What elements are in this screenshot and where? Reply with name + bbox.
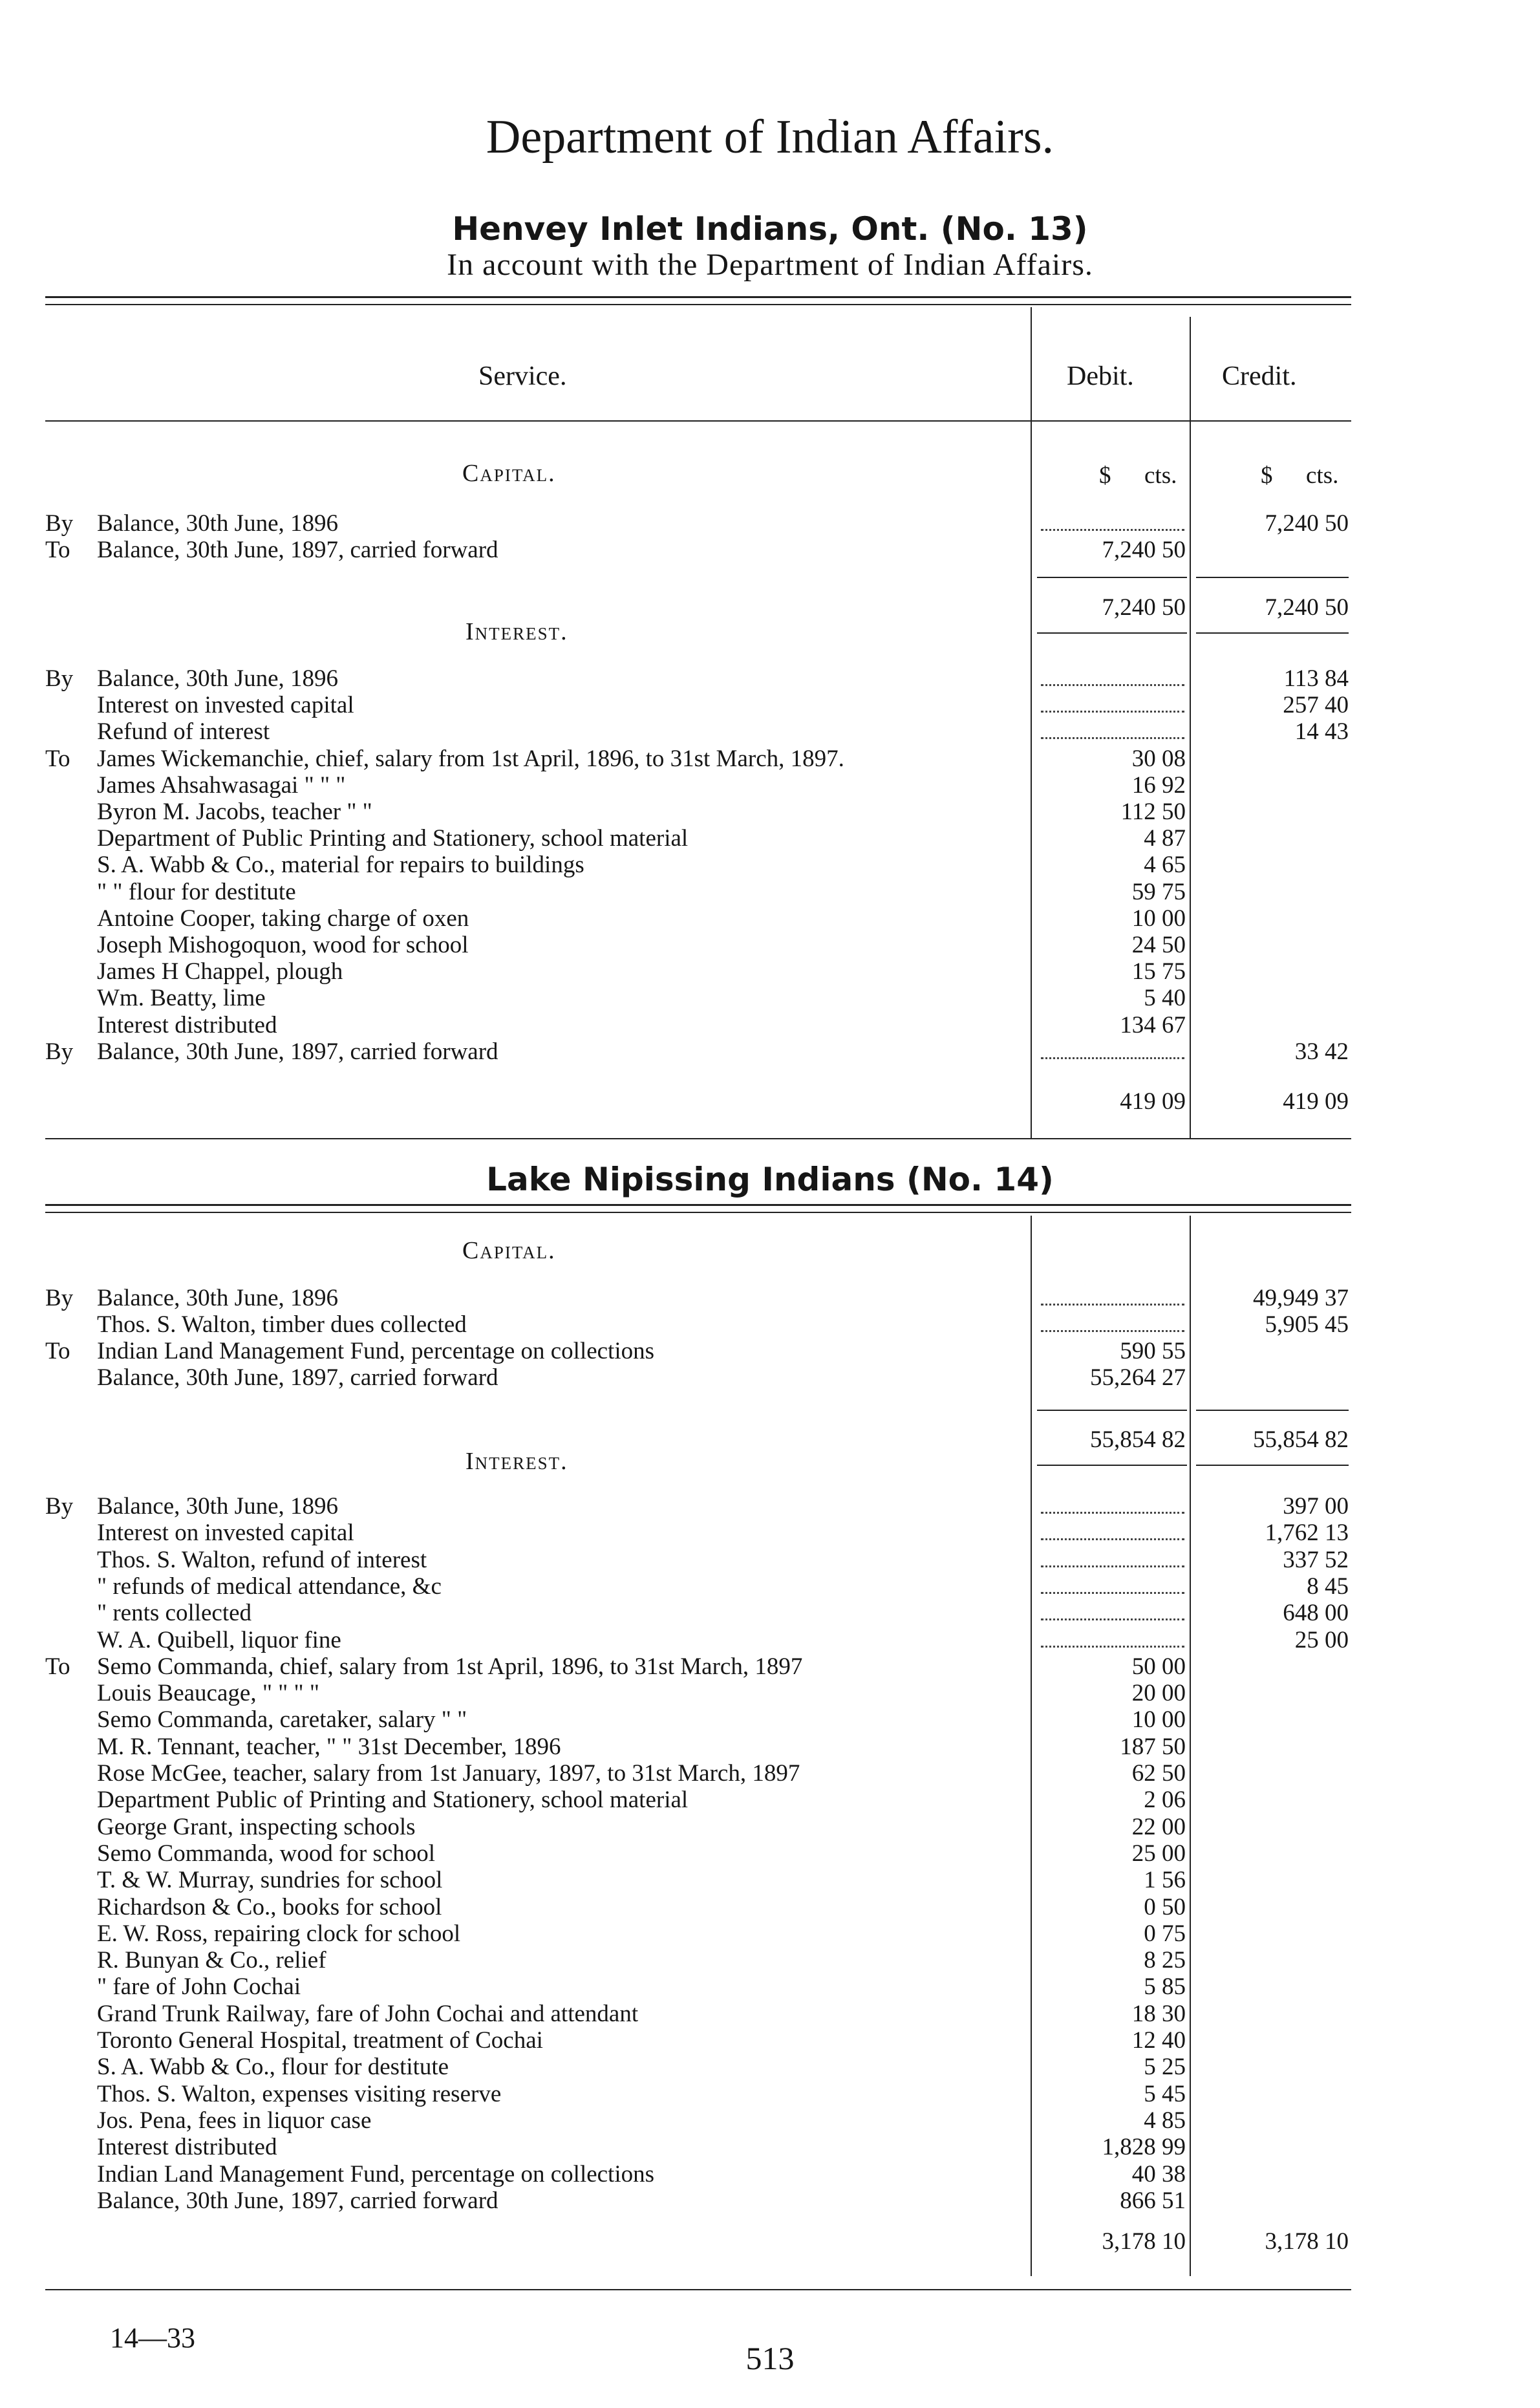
- debit-amount: [1041, 1547, 1184, 1567]
- ledger-row: [0, 2001, 1540, 2027]
- entry-description-text: Balance, 30th June, 1896: [97, 1285, 342, 1311]
- debit-amount: 0 50: [1144, 1893, 1186, 1920]
- section-heading-interest: Interest.: [465, 618, 568, 645]
- credit-amount: 1,762 13: [1265, 1520, 1349, 1547]
- section-heading-capital: Capital.: [462, 460, 556, 487]
- ledger-row: [0, 1867, 1540, 1893]
- entry-description-text: M. R. Tennant, teacher, " " 31st December, 1896: [97, 1734, 565, 1760]
- total-credit: 7,240 50: [1265, 594, 1349, 621]
- ledger-row: [0, 959, 1540, 985]
- ledger-row: [0, 932, 1540, 958]
- ledger-row: [0, 1681, 1540, 1706]
- entry-description-text: Toronto General Hospital, treatment of Cochai: [97, 2028, 547, 2054]
- entry-description: [97, 1520, 1015, 1546]
- ledger-row: [0, 1787, 1540, 1813]
- entry-description: [97, 666, 1015, 692]
- account-title-henvey: Henvey Inlet Indians, Ont. (No. 13): [452, 210, 1088, 248]
- ledger-row: [0, 2162, 1540, 2188]
- total-debit: 7,240 50: [1102, 594, 1186, 621]
- dollar-sign: $: [1099, 462, 1111, 489]
- entry-description-text: James Ahsahwasagai " " ": [97, 773, 349, 799]
- ledger-row: [0, 693, 1540, 718]
- account-subtitle: In account with the Department of Indian Affairs.: [447, 248, 1093, 282]
- entry-description: [97, 985, 1015, 1011]
- total-credit: 3,178 10: [1265, 2228, 1349, 2255]
- ledger-row: [0, 1520, 1540, 1546]
- entry-description: [97, 1547, 1015, 1573]
- column-header-credit: Credit.: [1222, 361, 1297, 391]
- top-rule-inner: [45, 304, 1351, 305]
- debit-amount: 8 25: [1144, 1947, 1186, 1974]
- debit-amount: 16 92: [1131, 771, 1186, 799]
- total-rule: [1037, 1465, 1187, 1466]
- entry-description-text: S. A. Wabb & Co., material for repairs to buildings: [97, 852, 588, 878]
- entry-prefix: To: [45, 745, 70, 772]
- entry-description: [97, 1574, 1015, 1600]
- entry-description: [97, 1628, 1015, 1653]
- entry-description: [97, 1814, 1015, 1840]
- entry-description: [97, 2134, 1015, 2160]
- entry-description: [97, 1681, 1015, 1706]
- entry-description-text: Interest on invested capital: [97, 693, 358, 718]
- ledger-row: [0, 906, 1540, 932]
- debit-amount: 1,828 99: [1102, 2134, 1186, 2161]
- debit-amount: 5 85: [1144, 1973, 1186, 2001]
- credit-amount: 7,240 50: [1265, 510, 1349, 537]
- credit-amount: 49,949 37: [1253, 1285, 1349, 1311]
- entry-description: [97, 719, 1015, 745]
- debit-amount: 59 75: [1131, 878, 1186, 905]
- entry-description-text: Antoine Cooper, taking charge of oxen: [97, 906, 473, 932]
- entry-description-text: Indian Land Management Fund, percentage on collections: [97, 2162, 658, 2188]
- subtotal-rule: [1196, 1410, 1349, 1411]
- entry-description-text: Thos. S. Walton, refund of interest: [97, 1547, 431, 1573]
- entry-description-text: Department of Public Printing and Stationery, school material: [97, 826, 692, 852]
- entry-description: [97, 1867, 1015, 1893]
- entry-description-text: Jos. Pena, fees in liquor case: [97, 2108, 375, 2134]
- entry-description: [97, 2162, 1015, 2188]
- entry-description-text: R. Bunyan & Co., relief: [97, 1948, 330, 1973]
- entry-description: [97, 1312, 1015, 1338]
- ledger-row: [0, 1338, 1540, 1364]
- entry-description-text: Balance, 30th June, 1896: [97, 511, 342, 537]
- entry-description: [97, 1948, 1015, 1973]
- entry-prefix: To: [45, 1338, 70, 1364]
- entry-description-text: Balance, 30th June, 1897, carried forward: [97, 1365, 502, 1391]
- debit-amount: [1041, 1312, 1184, 1332]
- entry-description-text: Thos. S. Walton, timber dues collected: [97, 1312, 471, 1338]
- debit-amount: [1041, 1285, 1184, 1306]
- entry-description-text: Byron M. Jacobs, teacher " ": [97, 799, 376, 825]
- ledger-row: [0, 1628, 1540, 1653]
- entry-description: [97, 1365, 1015, 1391]
- ledger-row: [0, 1547, 1540, 1573]
- ledger-row: [0, 879, 1540, 905]
- entry-description-text: T. & W. Murray, sundries for school: [97, 1867, 446, 1893]
- total-rule: [1196, 1465, 1349, 1466]
- entry-description-text: " rents collected: [97, 1600, 255, 1626]
- entry-prefix: To: [45, 1653, 70, 1680]
- ledger-row: [0, 719, 1540, 745]
- entry-description-text: Balance, 30th June, 1896: [97, 666, 342, 692]
- section-rule: [45, 1138, 1351, 1139]
- ledger-row: [0, 2188, 1540, 2214]
- entry-description: [97, 1974, 1015, 2000]
- debit-amount: 20 00: [1131, 1680, 1186, 1707]
- entry-description: [97, 1895, 1015, 1920]
- debit-amount: [1041, 693, 1184, 713]
- credit-amount: 113 84: [1283, 665, 1349, 692]
- debit-amount: 4 65: [1144, 852, 1186, 879]
- entry-description-text: James Wickemanchie, chief, salary from 1st April, 1896, to 31st March, 1897.: [97, 746, 848, 772]
- ledger-row: [0, 826, 1540, 852]
- entry-description-text: Balance, 30th June, 1897, carried forward: [97, 2188, 502, 2214]
- total-rule: [1196, 632, 1349, 634]
- total-credit: 419 09: [1283, 1088, 1349, 1115]
- ledger-row: [0, 1921, 1540, 1947]
- ledger-row: [0, 1761, 1540, 1787]
- debit-amount: 1 56: [1144, 1867, 1186, 1894]
- total-debit: 55,854 82: [1090, 1426, 1186, 1453]
- credit-amount: 14 43: [1294, 718, 1349, 746]
- total-debit: 3,178 10: [1102, 2228, 1186, 2255]
- debit-amount: 30 08: [1131, 745, 1186, 772]
- entry-description: [97, 1039, 1015, 1065]
- ledger-row: [0, 666, 1540, 692]
- entry-description: [97, 693, 1015, 718]
- cents-label: cts.: [1144, 462, 1177, 489]
- section-rule: [45, 1204, 1351, 1206]
- entry-description: [97, 1734, 1015, 1760]
- entry-prefix: To: [45, 537, 70, 563]
- ledger-row: [0, 1734, 1540, 1760]
- entry-description-text: Louis Beaucage, " " " ": [97, 1681, 323, 1706]
- ledger-row: [0, 799, 1540, 825]
- ledger-row: [0, 1285, 1540, 1311]
- debit-amount: 55,264 27: [1090, 1364, 1186, 1391]
- section-rule-inner: [45, 1212, 1351, 1213]
- credit-amount: 397 00: [1283, 1493, 1349, 1520]
- entry-description-text: " fare of John Cochai: [97, 1974, 305, 2000]
- ledger-row: [0, 1039, 1540, 1065]
- debit-amount: [1041, 1039, 1184, 1059]
- entry-description-text: Semo Commanda, wood for school: [97, 1841, 439, 1867]
- entry-description-text: Grand Trunk Railway, fare of John Cochai and attendant: [97, 2001, 642, 2027]
- signature-mark: 14—33: [110, 2322, 195, 2354]
- entry-description-text: Interest distributed: [97, 1013, 281, 1038]
- entry-description: [97, 511, 1015, 537]
- debit-amount: [1041, 1520, 1184, 1540]
- debit-amount: 187 50: [1120, 1733, 1186, 1760]
- total-credit: 55,854 82: [1253, 1426, 1349, 1453]
- entry-description: [97, 2081, 1015, 2107]
- account-title-nipissing: Lake Nipissing Indians (No. 14): [486, 1161, 1054, 1198]
- entry-prefix: By: [45, 1493, 74, 1520]
- entry-description-text: Balance, 30th June, 1897, carried forward: [97, 537, 502, 563]
- entry-description: [97, 879, 1015, 905]
- entry-description: [97, 1600, 1015, 1626]
- entry-description-text: S. A. Wabb & Co., flour for destitute: [97, 2054, 453, 2080]
- entry-description-text: E. W. Ross, repairing clock for school: [97, 1921, 464, 1947]
- credit-amount: 25 00: [1294, 1626, 1349, 1653]
- ledger-row: [0, 1948, 1540, 1973]
- ledger-row: [0, 1974, 1540, 2000]
- debit-amount: 10 00: [1131, 1706, 1186, 1734]
- credit-amount: 8 45: [1307, 1573, 1349, 1600]
- ledger-row: [0, 1600, 1540, 1626]
- entry-description-text: W. A. Quibell, liquor fine: [97, 1628, 345, 1653]
- entry-description-text: Refund of interest: [97, 719, 273, 745]
- ledger-row: [0, 1574, 1540, 1600]
- entry-description: [97, 959, 1015, 985]
- credit-amount: 648 00: [1283, 1600, 1349, 1627]
- subtotal-rule: [1037, 1410, 1187, 1411]
- ledger-row: [0, 1707, 1540, 1733]
- ledger-row: [0, 2081, 1540, 2107]
- debit-amount: 22 00: [1131, 1813, 1186, 1840]
- debit-amount: 5 45: [1144, 2080, 1186, 2107]
- credit-amount: 257 40: [1283, 692, 1349, 719]
- total-debit: 419 09: [1120, 1088, 1186, 1115]
- entry-description-text: Semo Commanda, chief, salary from 1st April, 1896, to 31st March, 1897: [97, 1654, 806, 1680]
- debit-amount: [1041, 511, 1184, 531]
- entry-description: [97, 1787, 1015, 1813]
- entry-description: [97, 906, 1015, 932]
- entry-description: [97, 746, 1015, 772]
- ledger-row: [0, 2054, 1540, 2080]
- debit-amount: 24 50: [1131, 932, 1186, 958]
- entry-description: [97, 2001, 1015, 2027]
- debit-amount: 866 51: [1120, 2187, 1186, 2214]
- debit-amount: 134 67: [1120, 1011, 1186, 1038]
- ledger-row: [0, 2134, 1540, 2160]
- credit-amount: 5,905 45: [1265, 1311, 1349, 1338]
- entry-description-text: George Grant, inspecting schools: [97, 1814, 420, 1840]
- ledger-row: [0, 537, 1540, 563]
- debit-amount: 15 75: [1131, 958, 1186, 985]
- entry-description: [97, 826, 1015, 852]
- entry-description-text: Richardson & Co., books for school: [97, 1895, 445, 1920]
- debit-amount: [1041, 1574, 1184, 1594]
- entry-description: [97, 1654, 1015, 1680]
- entry-description: [97, 1494, 1015, 1520]
- entry-description: [97, 799, 1015, 825]
- entry-description-text: Balance, 30th June, 1897, carried forward: [97, 1039, 502, 1065]
- debit-amount: 0 75: [1144, 1920, 1186, 1947]
- entry-description-text: Interest distributed: [97, 2134, 281, 2160]
- entry-description-text: Rose McGee, teacher, salary from 1st January, 1897, to 31st March, 1897: [97, 1761, 804, 1787]
- cents-label: cts.: [1306, 462, 1339, 489]
- ledger-row: [0, 1312, 1540, 1338]
- entry-description: [97, 932, 1015, 958]
- debit-amount: 10 00: [1131, 905, 1186, 932]
- ledger-row: [0, 1841, 1540, 1867]
- debit-amount: 590 55: [1120, 1338, 1186, 1364]
- debit-amount: 4 85: [1144, 2107, 1186, 2134]
- ledger-row: [0, 1895, 1540, 1920]
- entry-description-text: Department Public of Printing and Stationery, school material: [97, 1787, 692, 1813]
- entry-description-text: " " flour for destitute: [97, 879, 300, 905]
- entry-prefix: By: [45, 1285, 74, 1311]
- debit-amount: [1041, 666, 1184, 686]
- ledger-row: [0, 2028, 1540, 2054]
- entry-description-text: Interest on invested capital: [97, 1520, 358, 1546]
- debit-amount: 2 06: [1144, 1787, 1186, 1814]
- ledger-row: [0, 852, 1540, 878]
- debit-amount: 50 00: [1131, 1653, 1186, 1680]
- entry-description-text: Semo Commanda, caretaker, salary " ": [97, 1707, 471, 1733]
- debit-amount: 7,240 50: [1102, 537, 1186, 563]
- section-heading-interest: Interest.: [465, 1448, 568, 1475]
- entry-description: [97, 1707, 1015, 1733]
- header-rule: [45, 420, 1351, 422]
- ledger-row: [0, 746, 1540, 772]
- entry-prefix: By: [45, 665, 74, 692]
- entry-description: [97, 1921, 1015, 1947]
- ledger-row: [0, 1365, 1540, 1391]
- entry-description: [97, 852, 1015, 878]
- subtotal-rule: [1196, 577, 1349, 578]
- entry-description-text: Balance, 30th June, 1896: [97, 1494, 342, 1520]
- entry-description-text: Thos. S. Walton, expenses visiting reserve: [97, 2081, 505, 2107]
- entry-prefix: By: [45, 510, 74, 537]
- page-title: Department of Indian Affairs.: [486, 111, 1054, 164]
- entry-description: [97, 1761, 1015, 1787]
- ledger-row: [0, 1013, 1540, 1038]
- debit-amount: [1041, 719, 1184, 739]
- section-heading-capital: Capital.: [462, 1237, 556, 1264]
- debit-amount: 112 50: [1120, 799, 1186, 825]
- ledger-row: [0, 1494, 1540, 1520]
- entry-description-text: Wm. Beatty, lime: [97, 985, 270, 1011]
- entry-description: [97, 1285, 1015, 1311]
- debit-amount: 12 40: [1131, 2027, 1186, 2054]
- entry-description: [97, 2054, 1015, 2080]
- entry-description-text: " refunds of medical attendance, &c: [97, 1574, 445, 1600]
- ledger-row: [0, 511, 1540, 537]
- entry-description: [97, 1338, 1015, 1364]
- dollar-sign: $: [1261, 462, 1273, 489]
- credit-amount: 33 42: [1294, 1038, 1349, 1065]
- entry-description: [97, 2188, 1015, 2214]
- debit-amount: 40 38: [1131, 2160, 1186, 2188]
- entry-description: [97, 1013, 1015, 1038]
- ledger-row: [0, 1814, 1540, 1840]
- column-header-debit: Debit.: [1067, 361, 1134, 391]
- ledger-row: [0, 773, 1540, 799]
- subtotal-rule: [1037, 577, 1187, 578]
- credit-amount: 337 52: [1283, 1546, 1349, 1573]
- entry-description-text: Joseph Mishogoquon, wood for school: [97, 932, 473, 958]
- entry-description: [97, 773, 1015, 799]
- debit-amount: 62 50: [1131, 1760, 1186, 1787]
- ledger-row: [0, 2108, 1540, 2134]
- debit-amount: [1041, 1494, 1184, 1514]
- debit-amount: 25 00: [1131, 1840, 1186, 1867]
- debit-amount: [1041, 1628, 1184, 1648]
- bottom-rule: [45, 2289, 1351, 2290]
- debit-amount: 5 25: [1144, 2054, 1186, 2081]
- entry-description: [97, 2108, 1015, 2134]
- total-rule: [1037, 632, 1187, 634]
- debit-amount: [1041, 1600, 1184, 1620]
- debit-amount: 18 30: [1131, 2000, 1186, 2027]
- entry-description-text: Indian Land Management Fund, percentage on collections: [97, 1338, 658, 1364]
- entry-description: [97, 2028, 1015, 2054]
- entry-description: [97, 1841, 1015, 1867]
- page-number: 513: [745, 2340, 795, 2376]
- ledger-row: [0, 985, 1540, 1011]
- entry-prefix: By: [45, 1038, 74, 1065]
- ledger-row: [0, 1654, 1540, 1680]
- entry-description-text: James H Chappel, plough: [97, 959, 347, 985]
- entry-description: [97, 537, 1015, 563]
- column-header-service: Service.: [478, 361, 567, 391]
- top-rule: [45, 296, 1351, 298]
- debit-amount: 4 87: [1144, 825, 1186, 852]
- debit-amount: 5 40: [1144, 985, 1186, 1012]
